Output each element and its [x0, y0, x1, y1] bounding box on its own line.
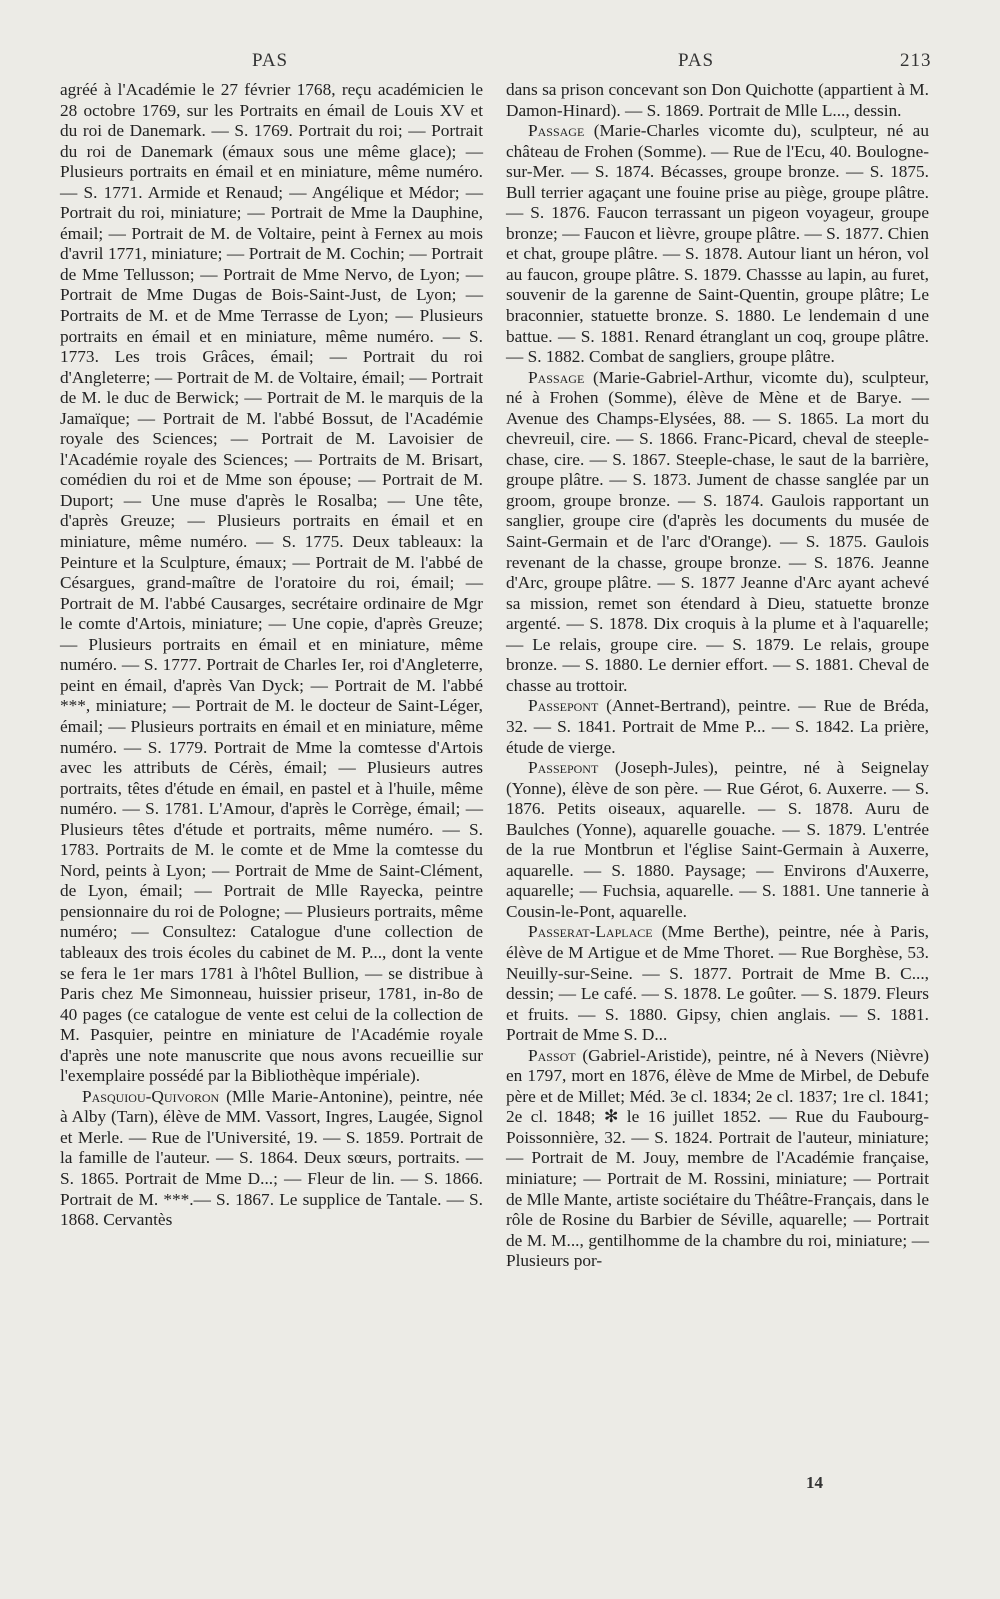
entry-headword: Passot	[528, 1045, 576, 1065]
left-running-head: PAS	[252, 50, 289, 71]
entry-paragraph: agréé à l'Académie le 27 février 1768, reçu académicien le 28 octobre 1769, sur les Portraits en émail de Louis XV et du roi de Danemark. — S. 1769. Portrait du roi; — Portrait du roi de Danemark (émaux sous une même glace); — Plusieurs portraits en émail et en miniature, même numéro. — S. 1771. Armide et Renaud; — Angélique et Médor; — Portrait du roi, miniature; — Portrait de Mme la Dauphine, émail; — Portrait de M. de Voltaire, peint à Fernex au mois d'avril 1771, miniature; — Portrait de M. Cochin; — Portrait de Mme Tellusson; — Portrait de Mme Nervo, de Lyon; — Portrait de Mme Dugas de Bois-Saint-Just, de Lyon; — Portraits de M. et de Mme Terrasse de Lyon; — Plusieurs portraits en émail et en miniature, même numéro. — S. 1773. Les trois Grâces, émail; — Portrait du roi d'Angleterre; — Portrait de M. de Voltaire, émail; — Portrait de M. le duc de Berwick; — Portrait de M. le marquis de la Jamaïque; — Portrait de M. l'abbé Bossut, de l'Académie royale des Sciences; — Portrait de M. Lavoisier de l'Académie royale des Sciences; — Portraits de M. Brisart, comédien du roi et de Mme son épouse; — Portrait de M. Duport; — Une muse d'après le Rosalba; — Une tête, d'après Greuze; — Plusieurs portraits en émail et en miniature, même numéro. — S. 1775. Deux tableaux: la Peinture et la Sculpture, émaux; — Portrait de M. l'abbé de Césargues, grand-maître de l'oratoire du roi, émail; — Portrait de M. l'abbé Causarges, secrétaire ordinaire de Mgr le comte d'Artois, miniature; — Une copie, d'après Greuze; — Plusieurs portraits en émail et en miniature, même numéro. — S. 1777. Portrait de Charles Ier, roi d'Angleterre, peint en émail, d'après Van Dyck; — Portrait de M. l'abbé ***, miniature; — Portrait de M. le docteur de Saint-Léger, émail; — Plusieurs portraits en émail et en miniature, même numéro. — S. 1779. Portrait de Mme la comtesse d'Artois avec les attributs de Cérès, émail; — Plusieurs autres portraits, têtes d'étude en émail, en pastel et à l'huile, même numéro. — S. 1781. L'Amour, d'après le Corrège, émail; — Plusieurs têtes d'étude et portraits, même numéro. — S. 1783. Portraits de M. le comte et de Mme la comtesse du Nord, peints à Lyon; — Portrait de Mme de Saint-Clément, de Lyon, émail; — Portrait de Mlle Rayecka, peintre pensionnaire du roi de Pologne; — Plusieurs portraits, même numéro; — Consultez: Catalogue d'une collection de tableaux des trois écoles du cabinet de M. P..., dont la vente se fera le 1er mars 1781 à l'hôtel Bullion, — se distribue à Paris chez Me Simonneau, huissier priseur, 1781, in-8o de 40 pages (ce catalogue de vente est celui de la collection de M. Pasquier, peintre en miniature de l'Académie royale d'après une note manuscrite que nous avons recueillie sur l'exemplaire possédé par la Bibliothèque impériale).	[60, 80, 483, 1086]
right-running-head: PAS	[678, 50, 715, 71]
entry-headword: Passepont	[528, 696, 599, 716]
entry-body: (Gabriel-Aristide), peintre, né à Nevers (Nièvre) en 1797, mort en 1876, élève de Mme de Mirbel, de Debufe père et de Millet; Méd. 3e cl. 1834; 2e cl. 1837; 1re cl. 1841; 2e cl. 1848; ✻ le 16 juillet 1852. — Rue du Faubourg-Poissonnière, 32. — S. 1824. Portrait de l'auteur, miniature; — Portrait de M. Jouy, membre de l'Académie française, miniature; — Portrait de M. Rossini, miniature; — Portrait de Mlle Mante, artiste sociétaire du Théâtre-Français, dans le rôle de Rosine du Barbier de Séville, aquarelle; — Portrait de M. M..., gentilhomme de la chambre du roi, miniature; — Plusieurs por-	[506, 1045, 929, 1271]
entry-body: (Annet-Bertrand), peintre. — Rue de Bréda, 32. — S. 1841. Portrait de Mme P... — S. 1842. La prière, étude de vierge.	[506, 696, 929, 757]
entry-paragraph	[506, 368, 929, 697]
entry-headword: Passage	[528, 121, 585, 141]
entry-paragraph	[506, 758, 929, 922]
page-number: 213	[900, 50, 932, 71]
entry-paragraph	[506, 121, 929, 368]
entry-body: (Mlle Marie-Antonine), peintre, née à Alby (Tarn), élève de MM. Vassort, Ingres, Laugée, Signol et Merle. — Rue de l'Université, 19. — S. 1859. Portrait de la famille de l'auteur. — S. 1864. Deux sœurs, portraits. — S. 1865. Portrait de Mme D...; — Fleur de lin. — S. 1866. Portrait de M. ***.— S. 1867. Le supplice de Tantale. — S. 1868. Cervantès	[60, 1086, 483, 1230]
signature-mark: 14	[806, 1473, 823, 1492]
entry-body: (Marie-Gabriel-Arthur, vicomte du), sculpteur, né à Frohen (Somme), élève de Mène et de Barye. — Avenue des Champs-Elysées, 88. — S. 1865. La mort du chevreuil, cire. — S. 1866. Franc-Picard, cheval de steeple-chase, cire. — S. 1867. Steeple-chase, le saut de la barrière, groupe plâtre. — S. 1873. Jument de chasse sanglée par un groom, groupe bronze. — S. 1874. Gaulois rapportant un sanglier, groupe cire (d'après les documents du musée de Saint-Germain et de l'arc d'Orange). — S. 1875. Gaulois revenant de la chasse, groupe bronze. — S. 1876. Jeanne d'Arc, groupe plâtre. — S. 1877 Jeanne d'Arc ayant achevé sa mission, remet son étendard à Dieu, statuette bronze argenté. — S. 1878. Dix croquis à la plume et à l'aquarelle; — Le relais, groupe cire. — S. 1879. Le relais, groupe bronze. — S. 1880. Le dernier effort. — S. 1881. Cheval de chasse au trottoir.	[506, 367, 929, 695]
entry-paragraph	[506, 922, 929, 1045]
entry-headword: Passepont	[528, 758, 599, 778]
left-column	[60, 80, 483, 1231]
entry-body: (Mme Berthe), peintre, née à Paris, élève de M Artigue et de Mme Thoret. — Rue Borghèse, 53. Neuilly-sur-Seine. — S. 1877. Portrait de Mme B. C..., dessin; — Le café. — S. 1878. Le goûter. — S. 1879. Fleurs et fruits. — S. 1880. Gipsy, chien anglais. — S. 1881. Portrait de Mme S. D...	[506, 922, 929, 1045]
entry-headword: Pasquiou-Quivoron	[82, 1086, 220, 1106]
entry-body: (Joseph-Jules), peintre, né à Seignelay (Yonne), élève de son père. — Rue Gérot, 6. Auxerre. — S. 1876. Petits oiseaux, aquarelle. — S. 1878. Auru de Baulches (Yonne), aquarelle gouache. — S. 1879. L'entrée de la rue Montbrun et l'église Saint-Germain à Auxerre, aquarelle. — S. 1880. Paysage; — Environs d'Auxerre, aquarelle; — Fuchsia, aquarelle. — S. 1881. Une tannerie à Cousin-le-Pont, aquarelle.	[506, 758, 929, 921]
entry-paragraph	[60, 1087, 483, 1231]
entry-paragraph: dans sa prison concevant son Don Quichotte (appartient à M. Damon-Hinard). — S. 1869. Portrait de Mlle L..., dessin.	[506, 80, 929, 120]
right-column	[506, 80, 929, 1272]
entry-headword: Passerat-Laplace	[528, 922, 653, 942]
entry-body: (Marie-Charles vicomte du), sculpteur, né au château de Frohen (Somme). — Rue de l'Ecu, 40. Boulogne-sur-Mer. — S. 1874. Bécasses, groupe bronze. — S. 1875. Bull terrier agaçant une fouine prise au piège, groupe plâtre. — S. 1876. Faucon terrassant un pigeon voyageur, groupe bronze; — Faucon et lièvre, groupe plâtre. — S. 1877. Chien et chat, groupe plâtre. — S. 1878. Autour liant un héron, vol au faucon, groupe plâtre. S. 1879. Chassse au lapin, au furet, souvenir de la garenne de Saint-Quentin, groupe plâtre; Le braconnier, statuette bronze. S. 1880. Le lendemain d une battue. — S. 1881. Renard étranglant un coq, groupe plâtre. — S. 1882. Combat de sangliers, groupe plâtre.	[506, 121, 929, 367]
entry-paragraph	[506, 1046, 929, 1272]
entry-headword: Passage	[528, 367, 585, 387]
entry-paragraph	[506, 696, 929, 758]
